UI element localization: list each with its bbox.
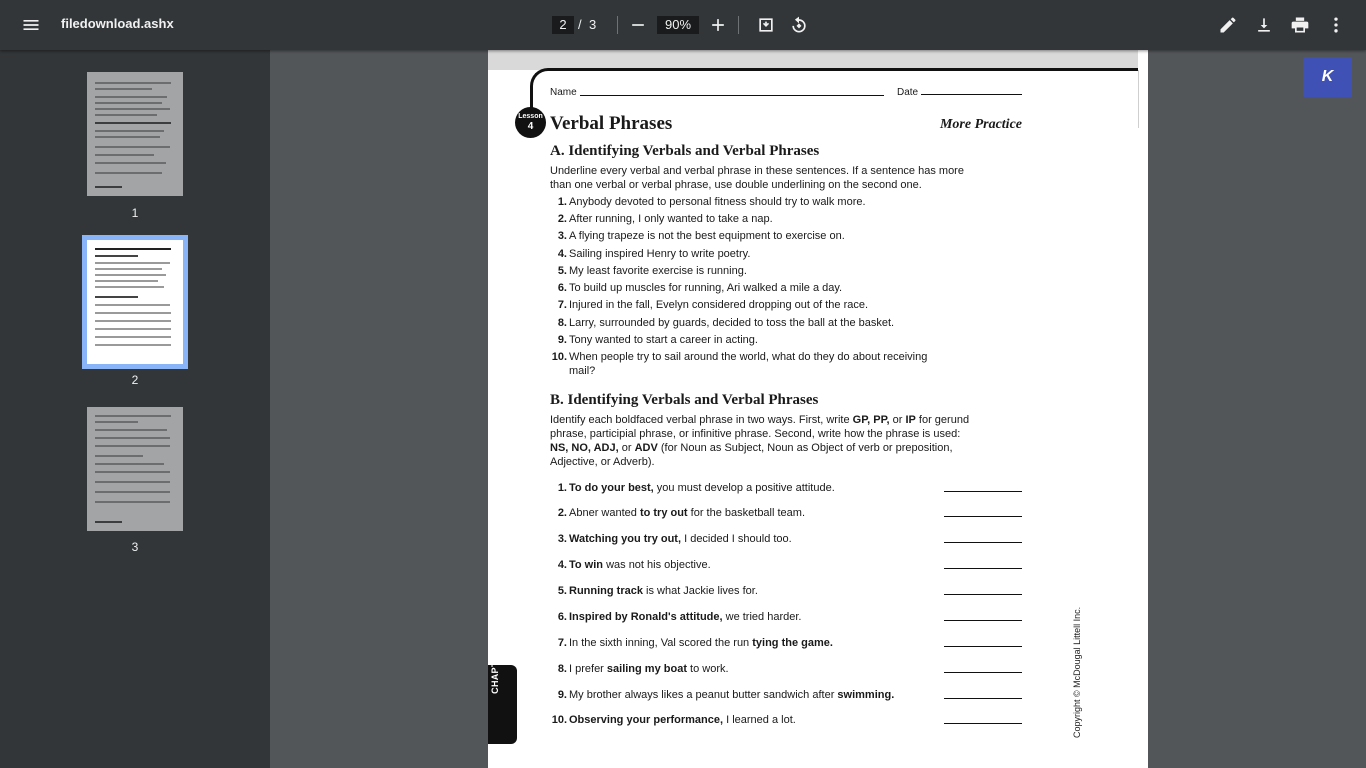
answer-line[interactable]: [944, 594, 1022, 595]
minus-icon: [628, 15, 648, 35]
more-vert-icon: [1326, 15, 1346, 35]
list-item: 8. I prefer sailing my boat to work.: [557, 663, 729, 675]
section-a-instructions: Underline every verbal and verbal phrase in these sentences. If a sentence has more than one verbal or verbal phrase, use double underlining on the second one.: [550, 165, 964, 191]
lesson-number: 4: [527, 121, 534, 132]
pdf-toolbar: [0, 0, 1366, 50]
list-item: 7. In the sixth inning, Val scored the run tying the game.: [557, 637, 833, 649]
chapter-label: CHAPTER 7: [490, 640, 500, 694]
section-b-heading: B. Identifying Verbals and Verbal Phrases: [550, 392, 819, 408]
answer-line[interactable]: [944, 672, 1022, 673]
list-item: 5. Running track is what Jackie lives for.: [557, 585, 758, 597]
answer-line[interactable]: [944, 698, 1022, 699]
pdf-page: [488, 50, 1148, 768]
fit-to-page-button[interactable]: [750, 9, 782, 41]
lesson-badge: [515, 107, 546, 138]
answer-line[interactable]: [944, 542, 1022, 543]
list-item: 3. Watching you try out, I decided I should too.: [557, 533, 792, 545]
annotate-button[interactable]: [1212, 9, 1244, 41]
document-title: filedownload.ashx: [61, 16, 174, 31]
list-item: 6. To build up muscles for running, Ari walked a mile a day.: [557, 282, 843, 294]
list-item: 8. Larry, surrounded by guards, decided to toss the ball at the basket.: [557, 317, 895, 329]
page-thumbnail-selected[interactable]: [82, 235, 188, 369]
thumbnail-label: 1: [131, 206, 139, 220]
page-number-input[interactable]: [552, 16, 574, 34]
rotate-icon: [789, 15, 809, 35]
thumbnail-label: 3: [131, 540, 139, 554]
page-thumbnail[interactable]: [87, 72, 183, 196]
download-button[interactable]: [1248, 9, 1280, 41]
list-item: 10. When people try to sail around the world, what do they do about receiving mail?: [551, 351, 928, 377]
download-icon: [1254, 15, 1274, 35]
page-edge: [1138, 70, 1139, 128]
menu-icon[interactable]: [15, 9, 47, 41]
fit-page-icon: [756, 15, 776, 35]
page-header-band: [488, 50, 1138, 70]
page-separator: /: [578, 17, 582, 32]
list-item: 10. Observing your performance, I learned a lot.: [551, 714, 796, 726]
date-line: [921, 94, 1022, 95]
list-item: 7. Injured in the fall, Evelyn considered dropping out of the race.: [557, 299, 869, 311]
zoom-in-button[interactable]: [702, 9, 734, 41]
toolbar-divider: [617, 16, 618, 34]
list-item: 3. A flying trapeze is not the best equipment to exercise on.: [557, 230, 845, 242]
list-item: 5. My least favorite exercise is running.: [557, 265, 747, 277]
page-total: 3: [589, 17, 597, 32]
answer-line[interactable]: [944, 516, 1022, 517]
zoom-input[interactable]: [657, 16, 699, 34]
list-item: 9. My brother always likes a peanut butter sandwich after swimming.: [557, 689, 895, 701]
answer-line[interactable]: [944, 620, 1022, 621]
date-label: Date: [897, 87, 919, 98]
zoom-out-button[interactable]: [622, 9, 654, 41]
toolbar-divider: [738, 16, 739, 34]
answer-line[interactable]: [944, 491, 1022, 492]
plus-icon: [708, 15, 728, 35]
list-item: 4. To win was not his objective.: [557, 559, 711, 571]
page-subtitle: More Practice: [939, 117, 1022, 132]
printer-icon: [1290, 15, 1310, 35]
name-label: Name: [550, 87, 577, 98]
section-a-heading: A. Identifying Verbals and Verbal Phrases: [550, 143, 820, 159]
list-item: 2. Abner wanted to try out for the basketball team.: [557, 507, 806, 519]
rotate-button[interactable]: [783, 9, 815, 41]
answer-line[interactable]: [944, 723, 1022, 724]
extension-button[interactable]: K: [1303, 57, 1352, 97]
name-line: [580, 95, 884, 96]
list-item: 2. After running, I only wanted to take a nap.: [557, 213, 773, 225]
thumbnail-label: 2: [131, 373, 139, 387]
page-title: Verbal Phrases: [550, 113, 673, 134]
list-item: 9. Tony wanted to start a career in acting.: [557, 334, 758, 346]
pencil-icon: [1218, 15, 1238, 35]
answer-line[interactable]: [944, 568, 1022, 569]
more-options-button[interactable]: [1320, 9, 1352, 41]
copyright-notice: Copyright © McDougal Littell Inc.: [1072, 606, 1082, 738]
lesson-word: Lesson: [518, 113, 543, 120]
section-b-instructions: Identify each boldfaced verbal phrase in two ways. First, write GP, PP, or IP for gerund phrase, participial phrase, or infinitive phrase. Second, write how the phrase is used: NS, NO, ADJ, or ADV (for Noun as Subject, Noun as Object of verb or preposition, Adjective, or Adverb).: [550, 414, 970, 468]
list-item: 4. Sailing inspired Henry to write poetry.: [557, 248, 751, 260]
print-button[interactable]: [1284, 9, 1316, 41]
list-item: 1. To do your best, you must develop a positive attitude.: [557, 482, 835, 494]
page-thumbnail[interactable]: [87, 407, 183, 531]
thumbnail-sidebar: [0, 50, 270, 768]
list-item: 6. Inspired by Ronald's attitude, we tried harder.: [557, 611, 802, 623]
answer-line[interactable]: [944, 646, 1022, 647]
list-item: 1. Anybody devoted to personal fitness should try to walk more.: [557, 196, 866, 208]
